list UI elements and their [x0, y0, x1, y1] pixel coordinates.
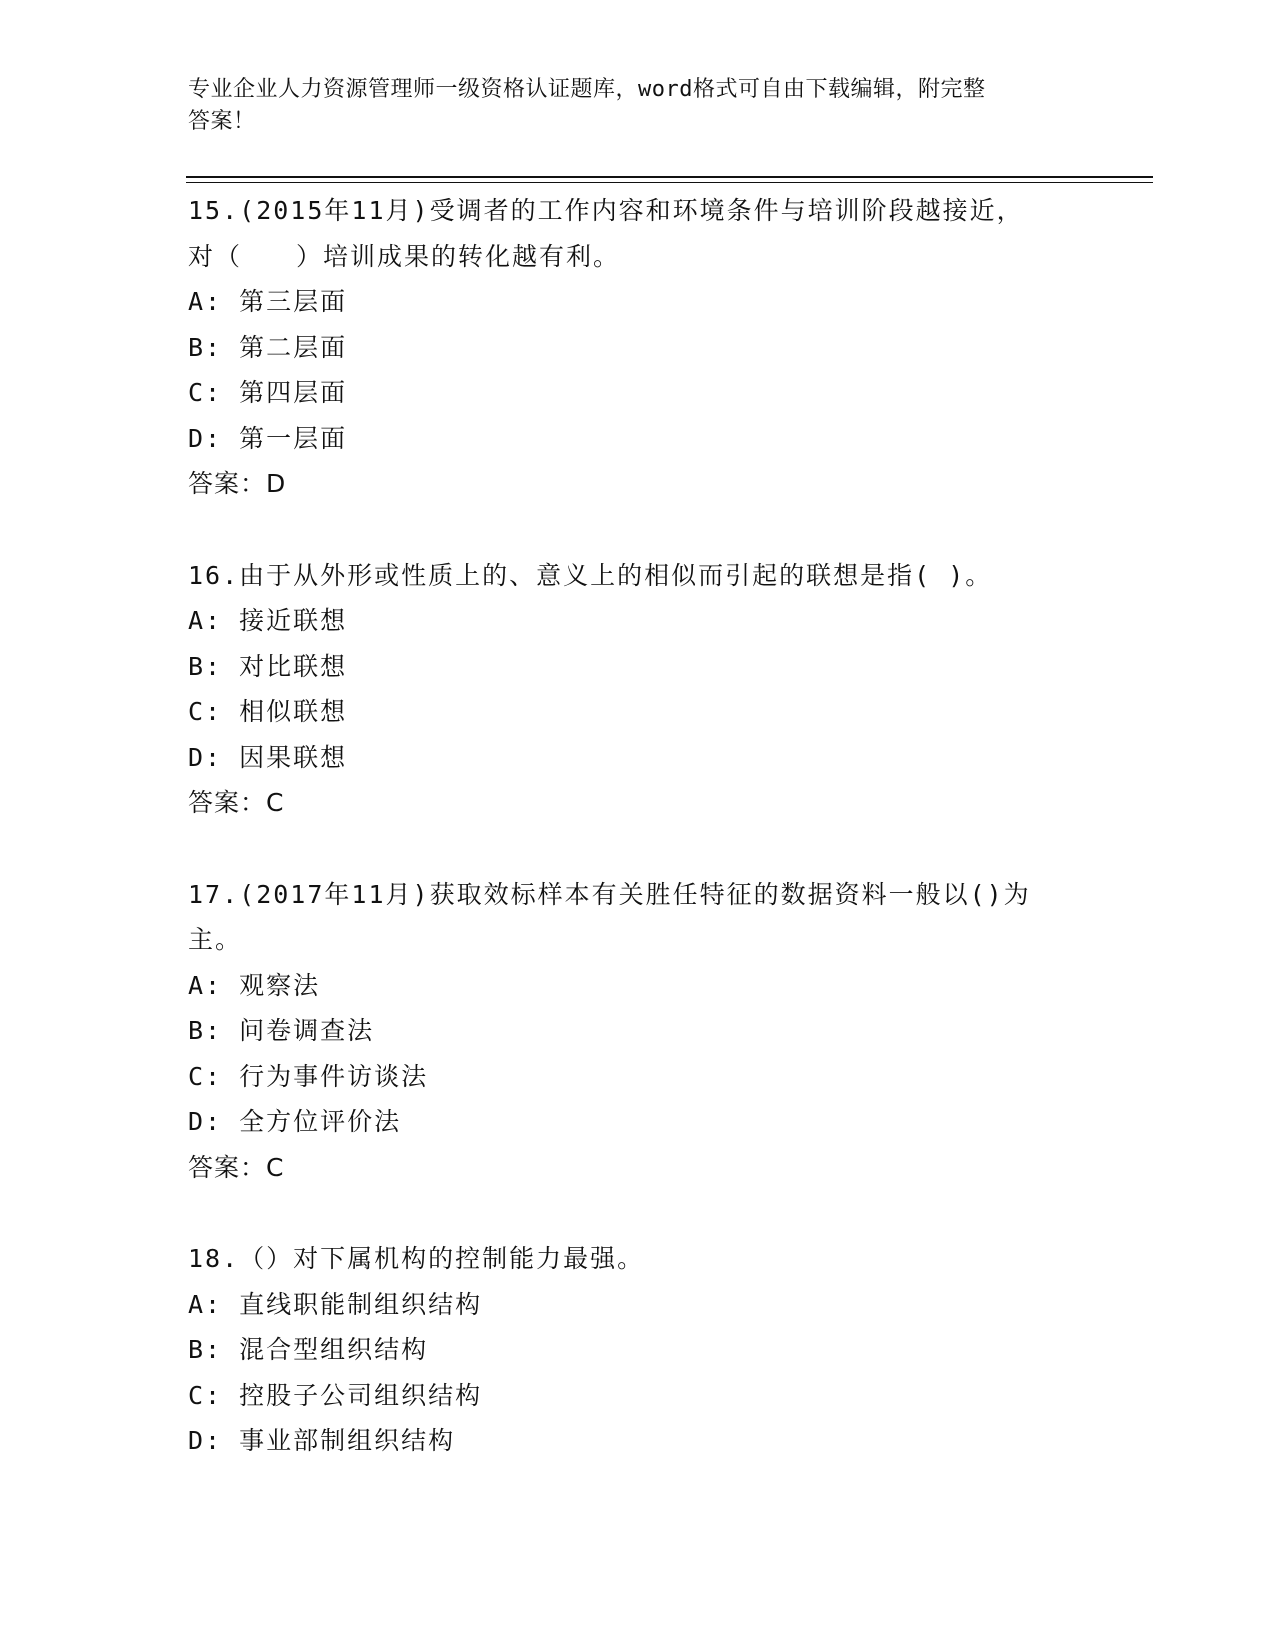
answer: 答案：D — [188, 469, 287, 498]
option-c: C: 第四层面 — [188, 378, 348, 407]
question-list — [188, 188, 1088, 1510]
header-divider-thin — [186, 182, 1153, 183]
option-b: B: 混合型组织结构 — [188, 1335, 429, 1364]
option-a: A: 观察法 — [188, 970, 321, 1000]
answer: 答案：C — [188, 1152, 285, 1182]
header-divider-thick — [186, 176, 1153, 178]
option-a: A: 第三层面 — [188, 287, 348, 316]
option-d: D: 全方位评价法 — [188, 1107, 402, 1136]
question-stem: 17.(2017年11月)获取效标样本有关胜任特征的数据资料一般以()为 — [188, 879, 1031, 909]
header-line-2: 答案！ — [188, 109, 256, 134]
question-stem: 16.由于从外形或性质上的、意义上的相似而引起的联想是指( )。 — [188, 560, 993, 590]
document-header — [188, 74, 1068, 138]
question-15 — [188, 188, 1088, 507]
option-b: B: 第二层面 — [188, 332, 348, 362]
question-stem: 对（ ）培训成果的转化越有利。 — [188, 241, 621, 271]
header-line-1: 专业企业人力资源管理师一级资格认证题库，word格式可自由下载编辑，附完整 — [188, 77, 986, 102]
option-a: A: 接近联想 — [188, 606, 348, 635]
option-c: C: 控股子公司组织结构 — [188, 1380, 483, 1410]
answer: 答案：C — [188, 788, 285, 817]
option-b: B: 对比联想 — [188, 651, 348, 681]
question-stem: 18.（）对下属机构的控制能力最强。 — [188, 1244, 645, 1273]
question-stem: 15.(2015年11月)受调者的工作内容和环境条件与培训阶段越接近， — [188, 196, 1024, 225]
option-c: C: 行为事件访谈法 — [188, 1061, 429, 1091]
question-17 — [188, 872, 1088, 1191]
option-d: D: 事业部制组织结构 — [188, 1426, 456, 1455]
option-d: D: 第一层面 — [188, 423, 348, 453]
option-a: A: 直线职能制组织结构 — [188, 1289, 483, 1319]
option-c: C: 相似联想 — [188, 697, 348, 726]
option-d: D: 因果联想 — [188, 742, 348, 772]
question-16 — [188, 553, 1088, 826]
question-18 — [188, 1236, 1088, 1464]
question-stem: 主。 — [188, 925, 243, 954]
option-b: B: 问卷调查法 — [188, 1016, 375, 1045]
